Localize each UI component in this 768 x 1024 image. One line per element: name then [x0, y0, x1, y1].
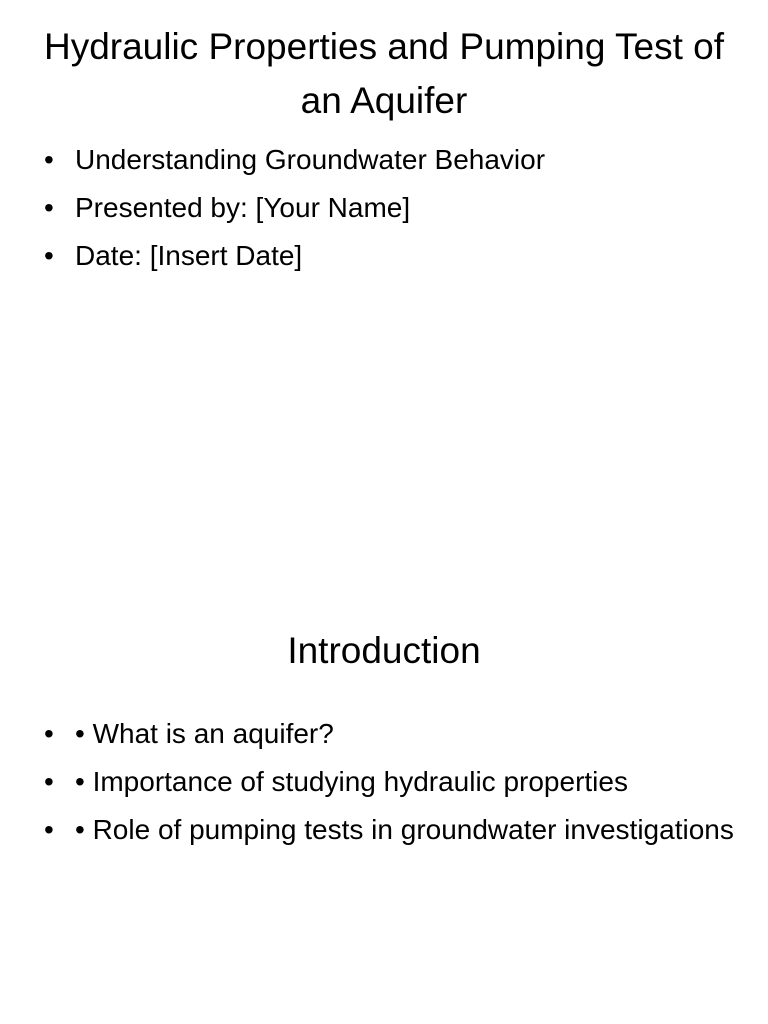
bullet-item: [44, 810, 734, 850]
bullet-item: [44, 140, 734, 180]
bullet-dot-icon: •: [44, 766, 54, 797]
bullet-item: [44, 714, 734, 754]
bullet-text: • Importance of studying hydraulic properties: [75, 766, 628, 797]
slide-introduction-heading: Introduction: [287, 630, 481, 671]
bullet-dot-icon: •: [44, 718, 54, 749]
bullet-text: Presented by: [Your Name]: [75, 192, 411, 223]
bullet-dot-icon: •: [44, 814, 54, 845]
bullet-text: Date: [Insert Date]: [75, 240, 303, 271]
bullet-item: [44, 762, 734, 802]
slide-title-heading: Hydraulic Properties and Pumping Test of an Aquifer: [43, 26, 725, 121]
bullet-dot-icon: •: [44, 192, 54, 223]
bullet-item: [44, 236, 734, 276]
slide-title-bullet-list: [44, 140, 734, 284]
bullet-text: • What is an aquifer?: [75, 718, 334, 749]
bullet-text: • Role of pumping tests in groundwater investigations: [75, 814, 734, 845]
bullet-dot-icon: •: [44, 240, 54, 271]
bullet-item: [44, 188, 734, 228]
slide-introduction: [0, 512, 768, 1024]
bullet-dot-icon: •: [44, 144, 54, 175]
bullet-text: Understanding Groundwater Behavior: [75, 144, 546, 175]
slide-introduction-bullet-list: [44, 714, 734, 858]
